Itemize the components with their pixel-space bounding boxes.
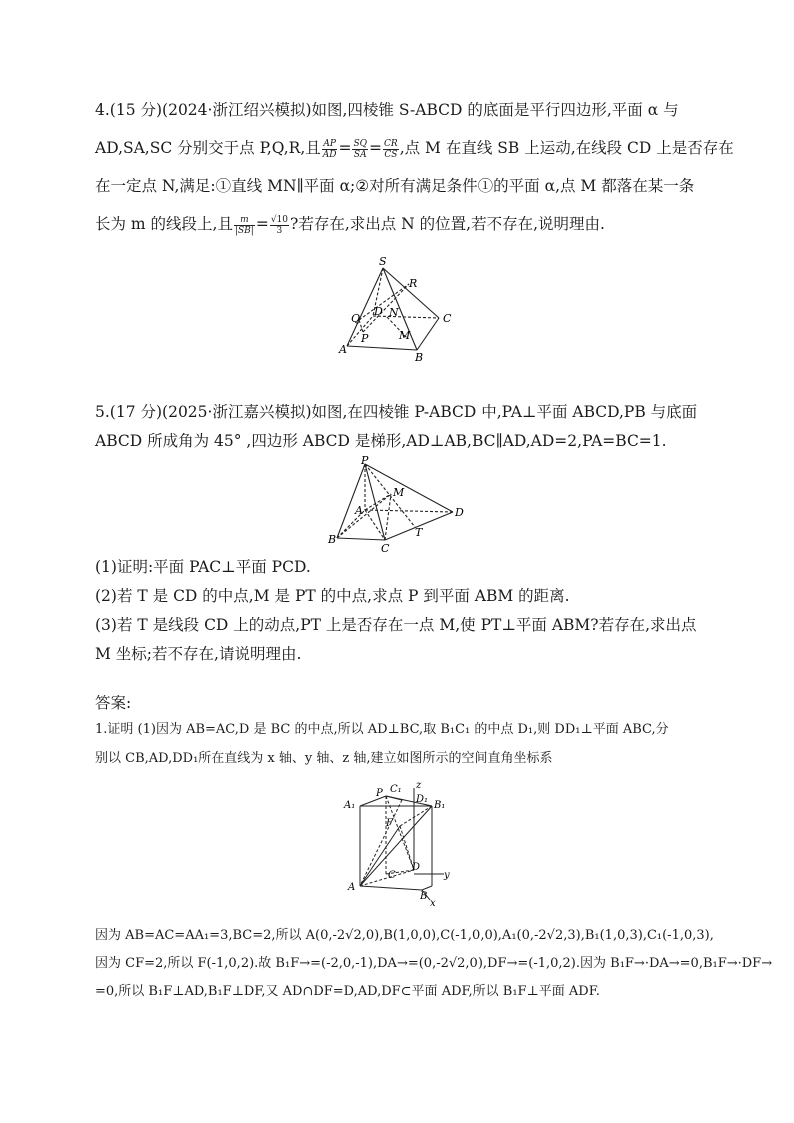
label-d: D [374, 305, 383, 318]
q5-line1: 5.(17 分)(2025·浙江嘉兴模拟)如图,在四棱锥 P-ABCD 中,PA⊥平面 ABCD,PB 与底面 [95, 403, 698, 421]
label-z: z [416, 780, 422, 791]
label-c: C [388, 870, 396, 881]
label-q: Q [351, 312, 361, 325]
label-p: P [361, 454, 369, 467]
q5-part3-line2: M 坐标;若不存在,请说明理由. [95, 645, 302, 663]
q5-part2: (2)若 T 是 CD 的中点,M 是 PT 的中点,求点 P 到平面 ABM 的距离. [95, 587, 570, 605]
label-b: B [328, 533, 337, 546]
label-s: S [379, 255, 387, 268]
answer-line2: 别以 CB,AD,DD₁所在直线为 x 轴、y 轴、z 轴,建立如图所示的空间直角坐标系 [95, 751, 553, 766]
label-a: A [355, 504, 363, 517]
label-a: A [348, 882, 356, 893]
q4-line3: 在一定点 N,满足:①直线 MN∥平面 α;②对所有满足条件①的平面 α,点 M 都落在某一条 [95, 177, 695, 195]
label-p: P [376, 788, 383, 799]
q4-line1: 4.(15 分)(2024·浙江绍兴模拟)如图,四棱锥 S-ABCD 的底面是平行四边形,平面 α 与 [95, 101, 679, 119]
q4-line2-text: AD,SA,SC 分别交于点 P,Q,R,且 [95, 139, 321, 157]
label-c: C [443, 312, 452, 325]
label-p: P [361, 332, 369, 345]
label-c: C [381, 542, 390, 554]
fraction-root10-3: $\frac{√10}{3}$ [270, 214, 289, 236]
pyramid-figure-q4 [335, 252, 465, 368]
label-m: M [393, 486, 405, 499]
label-a1: A₁ [344, 800, 356, 811]
q4-line4: 长为 m 的线段上,且 $\frac{m}{|SB|}$ = $\frac{√10}{3}$ ?若存在,求出点 N 的位置,若不存在,说明理由. [95, 214, 605, 236]
label-y: y [444, 870, 450, 881]
label-d1: D₁ [416, 794, 429, 805]
label-d: D [455, 506, 464, 519]
answer-line4: 因为 CF=2,所以 F(-1,0,2).故 B₁F→=(-2,0,-1),DA→=(0,-2√2,0),DF→=(-1,0,2).因为 B₁F→·DA→=0,B₁F→·DF→ [95, 956, 773, 971]
label-x: x [430, 898, 436, 906]
label-a: A [339, 343, 347, 356]
label-b: B [420, 891, 428, 902]
label-t: T [415, 526, 423, 539]
label-n: N [389, 306, 399, 319]
fraction-sq-sa: $\frac{SQ}{SA}$ [353, 138, 368, 160]
label-b1: B₁ [434, 800, 446, 811]
fraction-cr-cs: $\frac{CR}{CS}$ [384, 138, 398, 160]
q5-part3-line1: (3)若 T 是线段 CD 上的动点,PT 上是否存在一点 M,使 PT⊥平面 ABM?若存在,求出点 [95, 616, 697, 634]
answer-line1: 1.证明 (1)因为 AB=AC,D 是 BC 的中点,所以 AD⊥BC,取 B₁C₁ 的中点 D₁,则 DD₁⊥平面 ABC,分 [95, 722, 669, 737]
answer-line5: =0,所以 B₁F⊥AD,B₁F⊥DF,又 AD∩DF=D,AD,DF⊂平面 ADF,所以 B₁F⊥平面 ADF. [95, 984, 600, 999]
label-m: M [399, 329, 411, 342]
answer-heading: 答案: [95, 694, 132, 712]
label-c1: C₁ [390, 784, 402, 795]
q4-line2: AD,SA,SC 分别交于点 P,Q,R,且 $\frac{AP}{AD}$ = $\frac{SQ}{SA}$ = $\frac{CR}{CS}$ ,点 M 在直线 SB 上运动,在线段 CD 上是否存在 [95, 138, 734, 160]
label-d: D [412, 862, 421, 873]
label-f: F [386, 818, 393, 829]
pyramid-figure-q5 [325, 454, 470, 558]
label-r: R [409, 277, 418, 290]
label-b: B [415, 351, 424, 364]
prism-figure-answer [342, 778, 472, 910]
fraction-m-sb: $\frac{m}{|SB|}$ [234, 214, 254, 236]
q5-line2: ABCD 所成角为 45° ,四边形 ABCD 是梯形,AD⊥AB,BC∥AD,AD=2,PA=BC=1. [95, 432, 667, 450]
q5-part1: (1)证明:平面 PAC⊥平面 PCD. [95, 558, 311, 576]
fraction-ap-ad: $\frac{AP}{AD}$ [322, 138, 337, 160]
answer-line3: 因为 AB=AC=AA₁=3,BC=2,所以 A(0,-2√2,0),B(1,0,0),C(-1,0,0),A₁(0,-2√2,3),B₁(1,0,3),C₁(-1,0,3), [95, 928, 714, 943]
